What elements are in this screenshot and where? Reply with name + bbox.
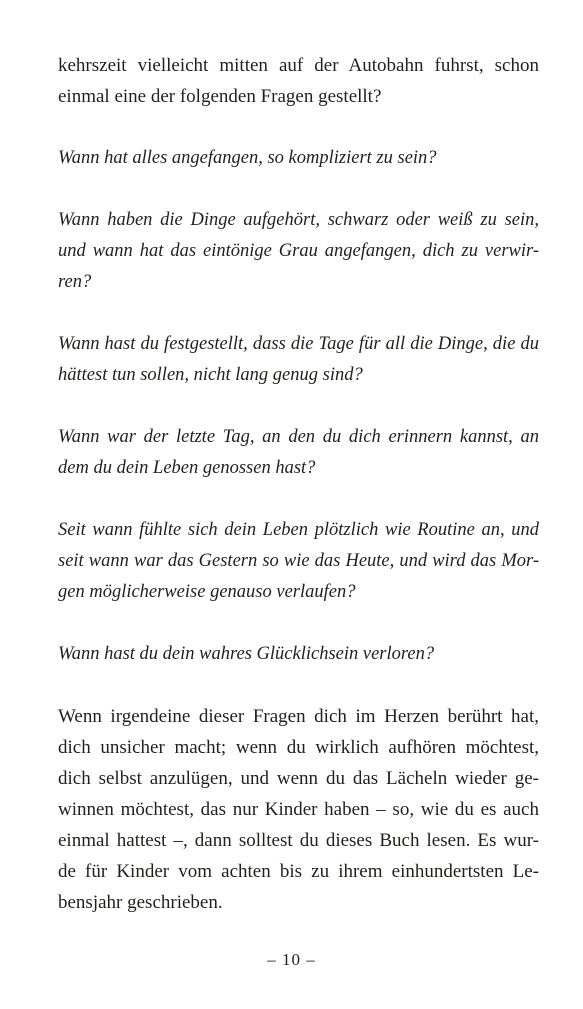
text-line: Wann haben die Dinge aufgehört, schwarz oder weiß zu sein,: [58, 210, 539, 230]
text-line: Wenn irgendeine dieser Fragen dich im Herzen berührt hat,: [58, 706, 539, 727]
page-number: – 10 –: [267, 950, 316, 969]
question-paragraph: [58, 205, 539, 298]
page-text: [58, 50, 539, 918]
question-paragraph: [58, 639, 539, 670]
text-line: seit wann war das Gestern so wie das Heute, und wird das Mor-: [58, 551, 539, 571]
text-line: Wann hast du festgestellt, dass die Tage für all die Dinge, die du: [58, 334, 539, 354]
text-line: dich selbst anzulügen, und wenn du das Lächeln wieder ge-: [58, 768, 539, 789]
text-line: dich unsicher macht; wenn du wirklich aufhören möchtest,: [58, 737, 539, 758]
text-line: Wann hat alles angefangen, so kompliziert zu sein?: [58, 148, 437, 168]
question-paragraph: [58, 422, 539, 484]
paragraph-intro-end: [58, 50, 539, 112]
text-line: und wann hat das eintönige Grau angefangen, dich zu verwir-: [58, 241, 539, 261]
text-line: hättest tun sollen, nicht lang genug sind?: [58, 365, 363, 385]
question-paragraph: [58, 515, 539, 608]
text-line: ren?: [58, 272, 92, 292]
text-line: bensjahr geschrieben.: [58, 892, 223, 913]
text-line: dem du dein Leben genossen hast?: [58, 458, 316, 478]
text-line: Wann hast du dein wahres Glücklichsein verloren?: [58, 644, 435, 664]
text-line: Seit wann fühlte sich dein Leben plötzlich wie Routine an, und: [58, 520, 539, 540]
question-paragraph: [58, 143, 539, 174]
text-line: de für Kinder vom achten bis zu ihrem einhundertsten Le-: [58, 861, 539, 882]
question-paragraph: [58, 329, 539, 391]
text-line: einmal hattest –, dann solltest du dieses Buch lesen. Es wur-: [58, 830, 539, 851]
text-line: einmal eine der folgenden Fragen gestellt?: [58, 86, 382, 107]
text-line: winnen möchtest, das nur Kinder haben – so, wie du es auch: [58, 799, 539, 820]
text-line: kehrszeit vielleicht mitten auf der Autobahn fuhrst, schon: [58, 55, 539, 76]
text-line: Wann war der letzte Tag, an den du dich erinnern kannst, an: [58, 427, 539, 447]
text-line: gen möglicherweise genauso verlaufen?: [58, 582, 356, 602]
closing-paragraph: [58, 701, 539, 918]
